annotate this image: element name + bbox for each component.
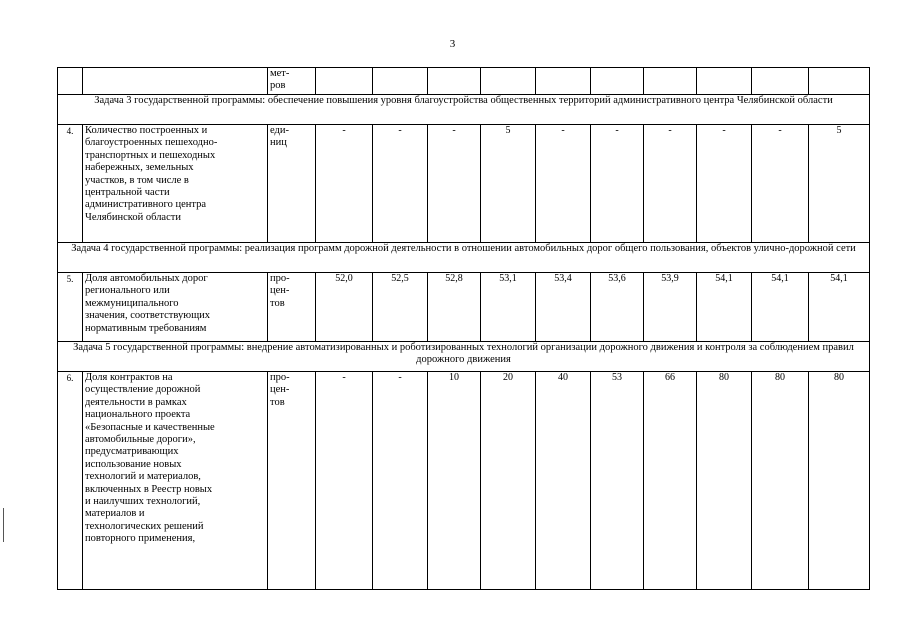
value-cell: 54,1 <box>697 273 752 342</box>
table-row <box>58 125 870 243</box>
value-cell: - <box>697 125 752 243</box>
table-row <box>58 372 870 590</box>
row-number: 5. <box>58 273 83 342</box>
unit-cell: еди- ниц <box>268 125 316 243</box>
task-row <box>58 342 870 372</box>
indicator-name: Доля контрактов на осуществление дорожной деятельности в рамках национального проекта «Безопасные и качественные автомобильные дороги», предусматривающих использование новых технологий и материалов, включенных в Реестр новых и наилучших технологий, материалов и технологических решений повторного применения, <box>83 372 268 590</box>
value-cell: 80 <box>809 372 870 590</box>
cell-value <box>428 68 481 95</box>
value-cell: 52,0 <box>316 273 373 342</box>
value-cell: - <box>752 125 809 243</box>
cell-value <box>697 68 752 95</box>
cell-value <box>809 68 870 95</box>
value-cell: 20 <box>481 372 536 590</box>
table-row <box>58 68 870 95</box>
task-3-heading: Задача 3 государственной программы: обеспечение повышения уровня благоустройства общественных территорий административного центра Челябинской области <box>58 95 870 125</box>
value-cell: - <box>316 125 373 243</box>
cell-value <box>316 68 373 95</box>
unit-cell: про- цен- тов <box>268 273 316 342</box>
value-cell: - <box>373 125 428 243</box>
value-cell: 10 <box>428 372 481 590</box>
indicator-name: Доля автомобильных дорог регионального или межмуниципального значения, соответствующих нормативным требованиям <box>83 273 268 342</box>
cell-name <box>83 68 268 95</box>
value-cell: 53 <box>591 372 644 590</box>
value-cell: - <box>536 125 591 243</box>
cell-value <box>481 68 536 95</box>
cell-value <box>752 68 809 95</box>
row-number: 6. <box>58 372 83 590</box>
cell-value <box>644 68 697 95</box>
value-cell: 54,1 <box>752 273 809 342</box>
table-row <box>58 273 870 342</box>
task-row <box>58 243 870 273</box>
cell-value <box>536 68 591 95</box>
row-number: 4. <box>58 125 83 243</box>
cell-value <box>591 68 644 95</box>
cell-value <box>373 68 428 95</box>
indicator-name: Количество построенных и благоустроенных пешеходно- транспортных и пешеходных набережных, земельных участков, в том числе в центральной части административного центра Челябинской области <box>83 125 268 243</box>
value-cell: 52,8 <box>428 273 481 342</box>
value-cell: 53,4 <box>536 273 591 342</box>
page-number: 3 <box>449 38 456 50</box>
cell-num <box>58 68 83 95</box>
value-cell: 5 <box>809 125 870 243</box>
task-4-heading: Задача 4 государственной программы: реализация программ дорожной деятельности в отношении автомобильных дорог общего пользования, объектов улично-дорожной сети <box>58 243 870 273</box>
indicators-table <box>57 67 870 590</box>
value-cell: - <box>373 372 428 590</box>
value-cell: 53,1 <box>481 273 536 342</box>
task-5-heading: Задача 5 государственной программы: внедрение автоматизированных и роботизированных технологий организации дорожного движения и контроля за соблюдением правил дорожного движения <box>58 342 870 372</box>
value-cell: 5 <box>481 125 536 243</box>
scan-margin-mark <box>3 508 4 542</box>
value-cell: 66 <box>644 372 697 590</box>
value-cell: - <box>591 125 644 243</box>
value-cell: 54,1 <box>809 273 870 342</box>
value-cell: 53,6 <box>591 273 644 342</box>
value-cell: 80 <box>752 372 809 590</box>
value-cell: - <box>428 125 481 243</box>
value-cell: 52,5 <box>373 273 428 342</box>
unit-cell: про- цен- тов <box>268 372 316 590</box>
cell-unit: мет- ров <box>268 68 316 95</box>
value-cell: - <box>644 125 697 243</box>
task-row <box>58 95 870 125</box>
value-cell: - <box>316 372 373 590</box>
value-cell: 53,9 <box>644 273 697 342</box>
value-cell: 80 <box>697 372 752 590</box>
value-cell: 40 <box>536 372 591 590</box>
